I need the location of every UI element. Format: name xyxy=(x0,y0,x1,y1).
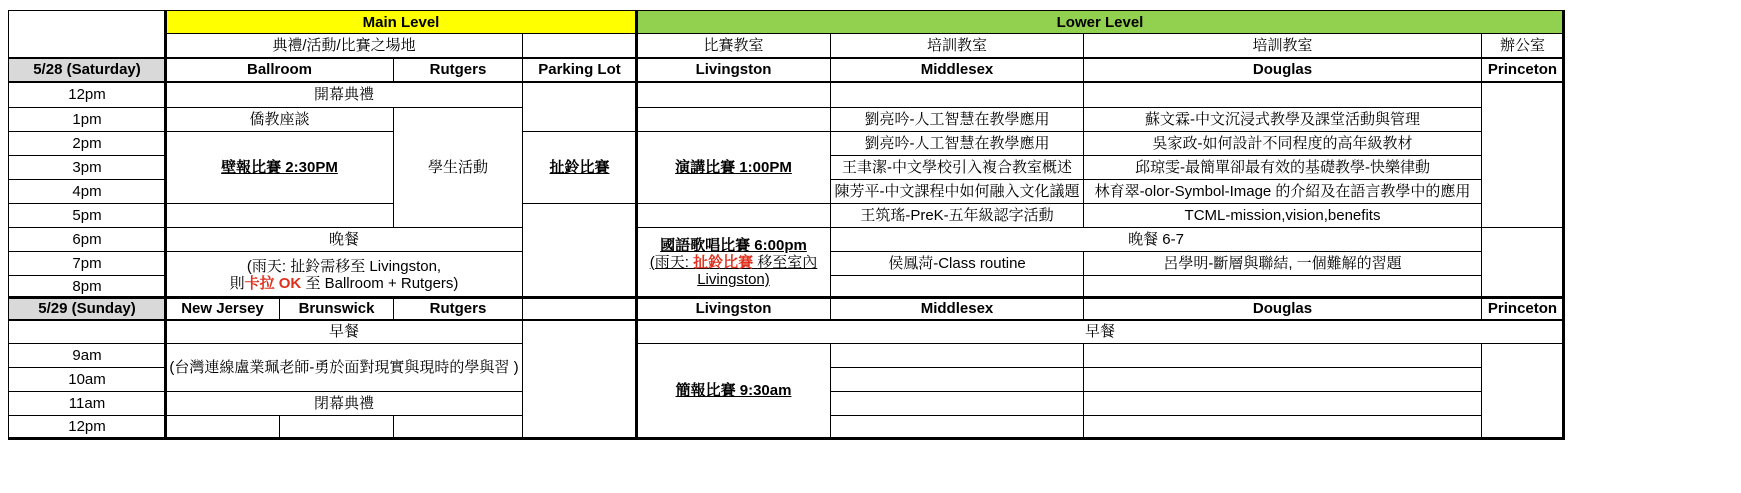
time-cell: 5pm xyxy=(8,204,166,228)
thick-divider xyxy=(8,437,1565,440)
time-cell: 6pm xyxy=(8,228,166,252)
empty-cell xyxy=(8,320,166,344)
empty-cell xyxy=(831,392,1084,416)
time-cell: 12pm xyxy=(8,82,166,108)
room-middlesex: Middlesex xyxy=(831,298,1084,320)
karaoke-label: 卡拉 OK xyxy=(244,274,302,292)
princeton-slot xyxy=(1482,344,1564,438)
speech-contest: 演講比賽 1:00PM xyxy=(637,132,831,204)
empty-cell xyxy=(1084,344,1482,368)
rain-note-line1: (雨天: 扯鈴需移至 Livingston, xyxy=(246,257,442,275)
thick-divider xyxy=(8,81,1565,83)
time-cell: 9am xyxy=(8,344,166,368)
empty-cell xyxy=(1084,392,1482,416)
middlesex-subheader: 培訓教室 xyxy=(831,34,1084,58)
empty-cell xyxy=(1084,82,1482,108)
room-douglas: Douglas xyxy=(1084,58,1482,82)
empty-cell xyxy=(1084,416,1482,438)
empty-cell xyxy=(523,320,637,438)
empty-cell xyxy=(1084,276,1482,298)
song-rain-text: 移至室內 xyxy=(757,254,818,271)
empty-cell xyxy=(280,416,394,438)
middlesex-session: 王筑瑤-PreK-五年級認字活動 xyxy=(831,204,1084,228)
princeton-subheader: 辦公室 xyxy=(1482,34,1564,58)
room-rutgers: Rutgers xyxy=(394,58,523,82)
yoyo-contest: 扯鈴比賽 xyxy=(523,132,637,204)
opening-ceremony: 開幕典禮 xyxy=(166,82,523,108)
main-venue-subheader: 典禮/活動/比賽之場地 xyxy=(166,34,523,58)
breakfast-main: 早餐 xyxy=(166,320,523,344)
time-cell: 1pm xyxy=(8,108,166,132)
yoyo-label: 扯鈴比賽 xyxy=(693,254,754,271)
empty-cell xyxy=(831,416,1084,438)
time-cell: 2pm xyxy=(8,132,166,156)
corner-cell xyxy=(8,10,166,58)
thick-divider xyxy=(8,319,1565,321)
song-contest-cell xyxy=(637,228,831,298)
princeton-slot xyxy=(1482,228,1564,298)
empty-cell xyxy=(394,416,523,438)
middlesex-session: 陳芳平-中文課程中如何融入文化議題 xyxy=(831,180,1084,204)
time-cell: 11am xyxy=(8,392,166,416)
brief-contest: 簡報比賽 9:30am xyxy=(637,344,831,438)
room-princeton: Princeton xyxy=(1482,298,1564,320)
empty-cell xyxy=(1084,368,1482,392)
empty-cell xyxy=(831,82,1084,108)
wall-poster-contest: 壁報比賽 2:30PM xyxy=(166,132,394,204)
empty-cell xyxy=(523,82,637,132)
time-cell: 12pm xyxy=(8,416,166,438)
student-activity: 學生活動 xyxy=(394,108,523,228)
empty-cell xyxy=(523,204,637,298)
middlesex-session: 王聿潔-中文學校引入複合教室概述 xyxy=(831,156,1084,180)
empty-cell xyxy=(831,276,1084,298)
douglas-subheader: 培訓教室 xyxy=(1084,34,1482,58)
song-rain-location: Livingston) xyxy=(697,271,770,288)
thick-divider xyxy=(635,10,638,439)
room-princeton: Princeton xyxy=(1482,58,1564,82)
middlesex-session: 侯鳳菏-Class routine xyxy=(831,252,1084,276)
room-livingston: Livingston xyxy=(637,58,831,82)
rain-note-line2 xyxy=(230,275,459,292)
empty-cell xyxy=(637,82,831,108)
room-douglas: Douglas xyxy=(1084,298,1482,320)
room-brunswick: Brunswick xyxy=(280,298,394,320)
empty-cell xyxy=(637,108,831,132)
thick-divider xyxy=(164,10,167,439)
day1-label: 5/28 (Saturday) xyxy=(8,58,166,82)
middlesex-session: 劉亮吟-人工智慧在教學應用 xyxy=(831,108,1084,132)
dinner-lower: 晚餐 6-7 xyxy=(831,228,1482,252)
empty-cell xyxy=(831,368,1084,392)
breakfast-lower: 早餐 xyxy=(637,320,1564,344)
song-rain-text: (雨天: xyxy=(649,254,689,271)
thick-divider xyxy=(8,296,1565,299)
main-level-header: Main Level xyxy=(166,10,637,34)
princeton-slot xyxy=(1482,82,1564,228)
douglas-session: 呂學明-斷層與聯結, 一個難解的習題 xyxy=(1084,252,1482,276)
day2-label: 5/29 (Sunday) xyxy=(8,298,166,320)
empty-cell xyxy=(523,298,637,320)
dinner-main: 晚餐 xyxy=(166,228,523,252)
time-cell: 4pm xyxy=(8,180,166,204)
empty-cell xyxy=(166,204,394,228)
rain-note-text: 至 Ballroom + Rutgers) xyxy=(305,274,459,292)
douglas-session: 邱琼雯-最簡單卻最有效的基礎教學-快樂律動 xyxy=(1084,156,1482,180)
parking-subheader xyxy=(523,34,637,58)
closing-ceremony: 閉幕典禮 xyxy=(166,392,523,416)
room-livingston: Livingston xyxy=(637,298,831,320)
empty-cell xyxy=(637,204,831,228)
time-cell: 10am xyxy=(8,368,166,392)
song-rain-note xyxy=(650,254,818,271)
rain-note-text: 則 xyxy=(229,274,245,292)
empty-cell xyxy=(166,416,280,438)
song-contest: 國語歌唱比賽 6:00pm xyxy=(660,237,807,254)
room-middlesex: Middlesex xyxy=(831,58,1084,82)
taiwan-lecture: (台灣連線盧業珮老師-勇於面對現實與現時的學與習 ) xyxy=(166,344,523,392)
middlesex-session: 劉亮吟-人工智慧在教學應用 xyxy=(831,132,1084,156)
rain-note xyxy=(166,252,523,298)
douglas-session: 吳家政-如何設計不同程度的高年級教材 xyxy=(1084,132,1482,156)
room-ballroom: Ballroom xyxy=(166,58,394,82)
douglas-session: 林育翠-olor-Symbol-Image 的介紹及在語言教學中的應用 xyxy=(1084,180,1482,204)
time-cell: 7pm xyxy=(8,252,166,276)
time-cell: 8pm xyxy=(8,276,166,298)
empty-cell xyxy=(831,344,1084,368)
thick-divider xyxy=(1562,10,1565,439)
thick-divider xyxy=(8,57,1565,59)
overseas-talk: 僑教座談 xyxy=(166,108,394,132)
room-parking-lot: Parking Lot xyxy=(523,58,637,82)
douglas-session: 蘇文霖-中文沉浸式教學及課堂活動與管理 xyxy=(1084,108,1482,132)
room-new-jersey: New Jersey xyxy=(166,298,280,320)
livingston-subheader: 比賽教室 xyxy=(637,34,831,58)
douglas-session: TCML-mission,vision,benefits xyxy=(1084,204,1482,228)
room-rutgers: Rutgers xyxy=(394,298,523,320)
lower-level-header: Lower Level xyxy=(637,10,1564,34)
time-cell: 3pm xyxy=(8,156,166,180)
